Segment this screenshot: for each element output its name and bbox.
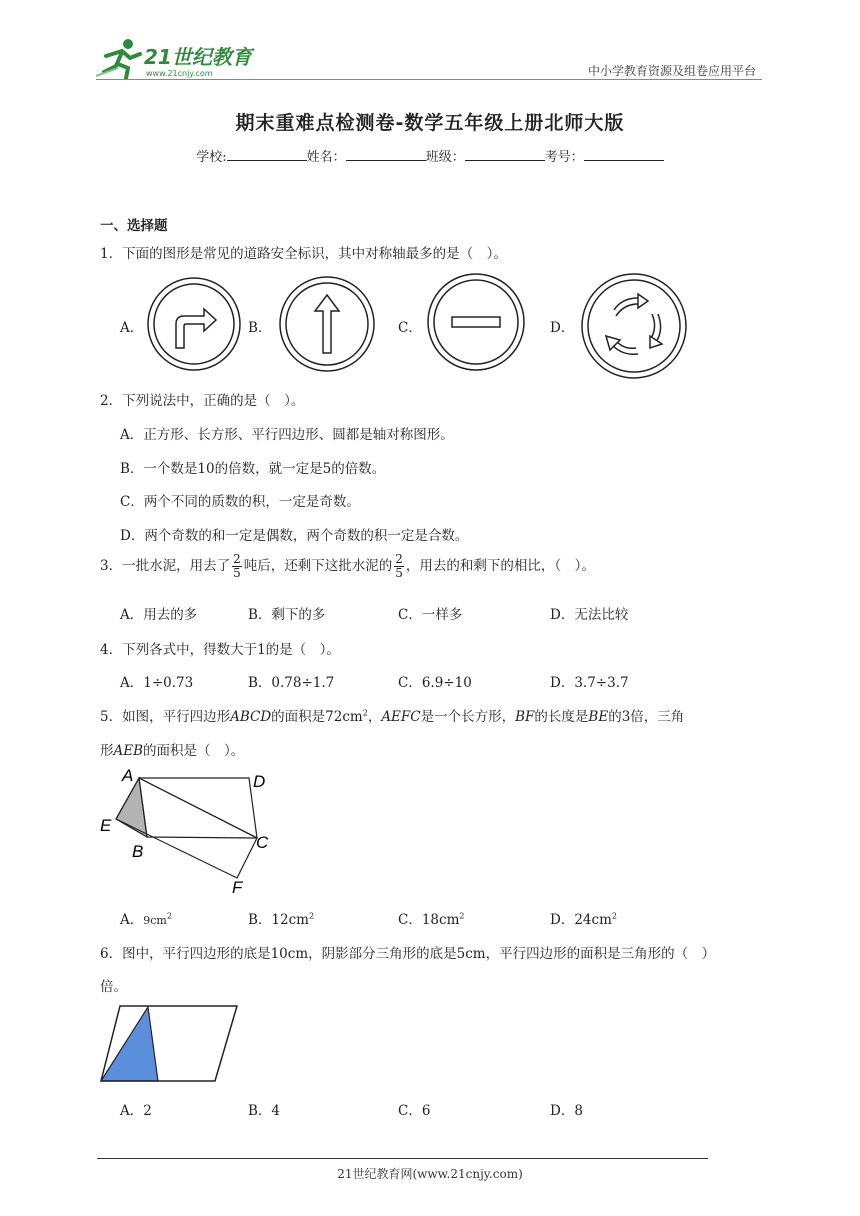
q5-option-b-letter: B． bbox=[248, 912, 272, 928]
question-5-line-1 bbox=[100, 705, 684, 725]
q5-abcd: ABCD bbox=[230, 709, 272, 725]
q3-option-c: C．一样多 bbox=[398, 607, 463, 623]
q1-option-a-label: A． bbox=[120, 320, 144, 336]
straight-ahead-sign-icon bbox=[278, 275, 376, 377]
turn-right-sign-icon bbox=[146, 276, 242, 376]
student-info-line bbox=[0, 146, 860, 165]
q3-frac1-numerator: 2 bbox=[233, 552, 241, 566]
q3-text-part2: 吨后，还剩下这批水泥的 bbox=[243, 558, 393, 574]
q5-option-b bbox=[248, 908, 314, 928]
q2-option-a: A．正方形、长方形、平行四边形、圆都是轴对称图形。 bbox=[120, 427, 454, 443]
q2-option-b: B．一个数是10的倍数，就一定是5的倍数。 bbox=[120, 461, 386, 477]
q5-option-d bbox=[550, 908, 617, 928]
q6-option-c: C．6 bbox=[398, 1103, 431, 1119]
q4-option-b: B．0.78÷1.7 bbox=[248, 675, 335, 691]
section-heading: 一、选择题 bbox=[100, 218, 168, 234]
q3-fraction-2 bbox=[394, 553, 404, 580]
label-c: C bbox=[256, 833, 269, 852]
q6-option-b: B．4 bbox=[248, 1103, 281, 1119]
runner-icon bbox=[96, 39, 140, 78]
q1-option-c-label: C． bbox=[398, 320, 422, 336]
label-b: B bbox=[132, 842, 144, 861]
q4-option-c: C．6.9÷10 bbox=[398, 675, 472, 691]
site-logo bbox=[96, 38, 266, 82]
class-label: 班级： bbox=[425, 150, 465, 165]
name-field[interactable] bbox=[346, 148, 426, 161]
q5-text-2: 的面积是72cm bbox=[271, 709, 363, 725]
q3-text-part3: ，用去的和剩下的相比，（ ）。 bbox=[405, 558, 595, 574]
label-d: D bbox=[253, 772, 266, 791]
school-field[interactable] bbox=[227, 148, 307, 161]
class-field[interactable] bbox=[465, 148, 545, 161]
q5-option-d-sup: 2 bbox=[611, 911, 617, 921]
q5-superscript: 2 bbox=[362, 708, 368, 718]
question-1-text: 1．下面的图形是常见的道路安全标识，其中对称轴最多的是（ ）。 bbox=[100, 246, 507, 262]
q6-option-a: A．2 bbox=[120, 1103, 152, 1119]
q5-text-3: ， bbox=[367, 709, 382, 725]
q3-option-a: A．用去的多 bbox=[120, 607, 198, 623]
name-label: 姓名： bbox=[306, 150, 346, 165]
q6-option-d: D．8 bbox=[550, 1103, 583, 1119]
exam-no-field[interactable] bbox=[584, 148, 664, 161]
q5-option-a-value: 9cm bbox=[143, 914, 167, 927]
page-title: 期末重难点检测卷-数学五年级上册北师大版 bbox=[235, 112, 625, 134]
q2-option-c: C．两个不同的质数的积，一定是奇数。 bbox=[120, 494, 360, 510]
footer-link[interactable]: 21世纪教育网(www.21cnjy.com) bbox=[337, 1167, 523, 1181]
logo-url: www.21cnjy.com bbox=[146, 69, 213, 78]
q3-option-d: D．无法比较 bbox=[550, 607, 629, 623]
logo-text: 21世纪教育 bbox=[144, 45, 252, 69]
question-2-text: 2．下列说法中，正确的是（ ）。 bbox=[100, 393, 305, 409]
header-platform-text: 中小学教育资源及组卷应用平台 bbox=[587, 64, 756, 78]
q5-option-d-letter: D． bbox=[550, 912, 575, 928]
header-divider bbox=[96, 79, 762, 80]
q1-option-b-label: B． bbox=[248, 320, 272, 336]
footer-divider bbox=[97, 1158, 708, 1159]
q5-text-5: 的长度是 bbox=[534, 709, 589, 725]
label-a: A bbox=[122, 766, 134, 785]
q3-text-part1: 3．一批水泥，用去了 bbox=[100, 558, 231, 574]
label-e: E bbox=[100, 816, 112, 835]
q3-fraction-1 bbox=[232, 553, 242, 580]
q5-parallelogram-figure bbox=[98, 764, 288, 902]
q5-aeb: AEB bbox=[113, 743, 144, 759]
q5-option-d-value: 24cm bbox=[574, 912, 612, 928]
q2-option-d: D．两个奇数的和一定是偶数，两个奇数的积一定是合数。 bbox=[120, 528, 469, 544]
q3-option-b: B．剩下的多 bbox=[248, 607, 326, 623]
q5-line2-text-a: 形 bbox=[100, 743, 114, 759]
question-6-line-2: 倍。 bbox=[100, 979, 127, 995]
school-label: 学校: bbox=[196, 150, 227, 165]
question-5-line-2 bbox=[100, 739, 244, 759]
q3-frac1-denominator: 5 bbox=[233, 566, 241, 580]
q5-option-b-value: 12cm bbox=[271, 912, 309, 928]
q5-line2-text-b: 的面积是（ ）。 bbox=[143, 743, 245, 759]
q5-option-c-letter: C． bbox=[398, 912, 422, 928]
no-entry-sign-icon bbox=[426, 272, 526, 376]
q4-option-a: A．1÷0.73 bbox=[120, 675, 194, 691]
q6-parallelogram-figure bbox=[99, 1004, 239, 1088]
question-3-text bbox=[100, 553, 595, 580]
q5-option-a bbox=[120, 908, 172, 928]
q5-text-6: 的3倍，三角 bbox=[608, 709, 685, 725]
q3-frac2-numerator: 2 bbox=[395, 552, 403, 566]
q5-option-b-sup: 2 bbox=[308, 911, 315, 921]
q5-bf: BF bbox=[515, 709, 535, 725]
q4-option-d: D．3.7÷3.7 bbox=[550, 675, 629, 691]
q5-option-c bbox=[398, 908, 464, 928]
q5-be: BE bbox=[588, 709, 609, 725]
shaded-triangle bbox=[101, 1007, 158, 1081]
roundabout-sign-icon bbox=[580, 272, 688, 384]
triangle-aeb bbox=[116, 778, 147, 837]
q5-aefc: AEFC bbox=[381, 709, 421, 725]
q5-option-a-letter: A． bbox=[120, 912, 144, 928]
question-4-text: 4．下列各式中，得数大于1的是（ ）。 bbox=[100, 642, 340, 658]
q5-option-c-sup: 2 bbox=[459, 911, 465, 921]
q5-text-1: 5．如图，平行四边形 bbox=[100, 709, 231, 725]
q5-option-a-sup: 2 bbox=[166, 911, 172, 921]
question-6-line-1: 6．图中，平行四边形的底是10cm，阴影部分三角形的底是5cm，平行四边形的面积是三角形的（ ） bbox=[100, 946, 716, 962]
q1-option-d-label: D． bbox=[550, 320, 575, 336]
q5-option-c-value: 18cm bbox=[421, 912, 460, 928]
q5-text-4: 是一个长方形， bbox=[420, 709, 516, 725]
exam-no-label: 考号： bbox=[544, 150, 584, 165]
q3-frac2-denominator: 5 bbox=[395, 566, 403, 580]
label-f: F bbox=[232, 878, 243, 897]
